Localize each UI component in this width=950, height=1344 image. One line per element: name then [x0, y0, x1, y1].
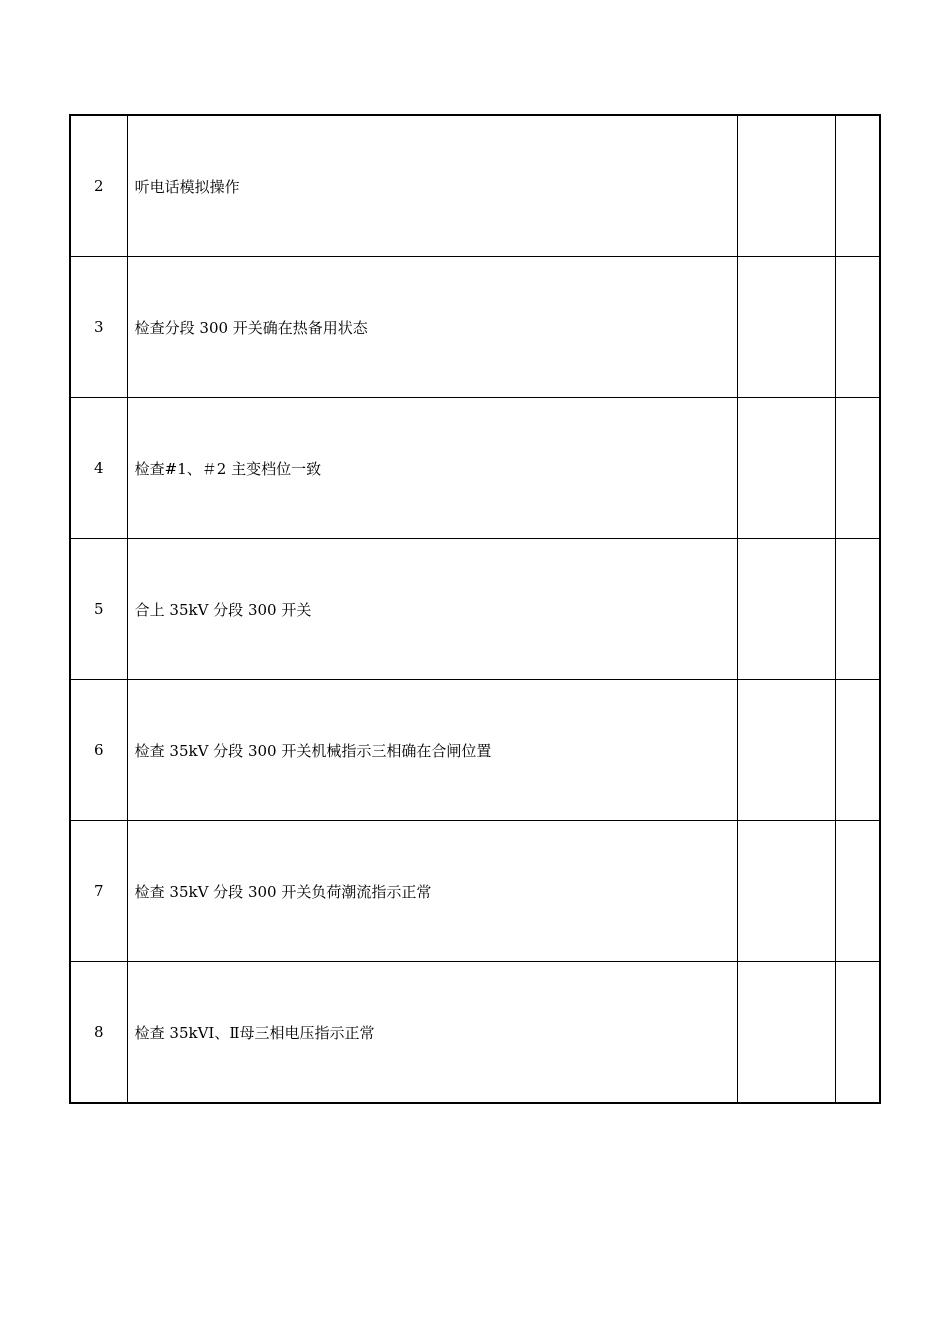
check-cell — [738, 962, 836, 1104]
operation-steps-table — [69, 114, 881, 1104]
mark-cell — [836, 680, 880, 821]
step-description: 合上 35kV 分段 300 开关 — [127, 539, 738, 680]
table-row — [70, 821, 880, 962]
mark-cell — [836, 257, 880, 398]
check-cell — [738, 680, 836, 821]
table-row — [70, 680, 880, 821]
table-row — [70, 115, 880, 257]
table-row — [70, 398, 880, 539]
check-cell — [738, 821, 836, 962]
step-description: 检查 35kV 分段 300 开关机械指示三相确在合闸位置 — [127, 680, 738, 821]
table-row — [70, 539, 880, 680]
step-number: 7 — [70, 821, 127, 962]
step-number: 3 — [70, 257, 127, 398]
table-row — [70, 257, 880, 398]
step-number: 5 — [70, 539, 127, 680]
step-description: 听电话模拟操作 — [127, 115, 738, 257]
mark-cell — [836, 539, 880, 680]
step-description: 检查 35kVⅠ、Ⅱ母三相电压指示正常 — [127, 962, 738, 1104]
check-cell — [738, 539, 836, 680]
step-number: 8 — [70, 962, 127, 1104]
step-number: 6 — [70, 680, 127, 821]
mark-cell — [836, 115, 880, 257]
step-number: 4 — [70, 398, 127, 539]
check-cell — [738, 398, 836, 539]
mark-cell — [836, 962, 880, 1104]
mark-cell — [836, 398, 880, 539]
step-description: 检查 35kV 分段 300 开关负荷潮流指示正常 — [127, 821, 738, 962]
check-cell — [738, 257, 836, 398]
check-cell — [738, 115, 836, 257]
mark-cell — [836, 821, 880, 962]
step-number: 2 — [70, 115, 127, 257]
step-description: 检查分段 300 开关确在热备用状态 — [127, 257, 738, 398]
step-description: 检查#1、＃2 主变档位一致 — [127, 398, 738, 539]
table-row — [70, 962, 880, 1104]
